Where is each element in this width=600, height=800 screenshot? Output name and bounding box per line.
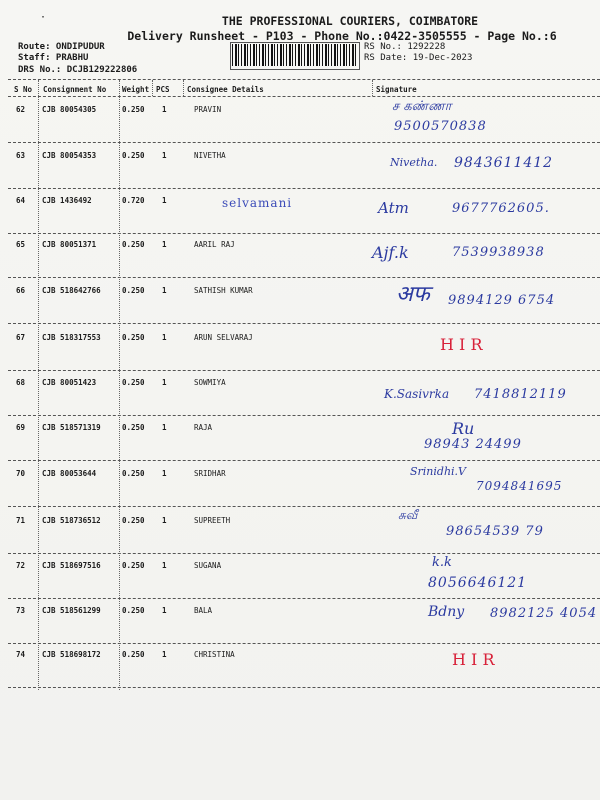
row-signature-phone: 7094841695 (476, 479, 563, 493)
row-pcs: 1 (162, 240, 167, 249)
row-pcs: 1 (162, 196, 167, 205)
runsheet-title: Delivery Runsheet - P103 - Phone No.:0422-3505555 - Page No.:6 (127, 29, 557, 43)
row-weight: 0.250 (122, 423, 145, 432)
row-consignee-name: BALA (194, 606, 213, 615)
row-weight: 0.250 (122, 561, 145, 570)
row-weight: 0.250 (122, 240, 145, 249)
row-signature: Nivetha. (390, 156, 438, 169)
row-consignee-name: NIVETHA (194, 151, 226, 160)
row-divider (8, 233, 600, 234)
col-header-sno: S No (14, 85, 33, 94)
row-signature: अफ (396, 282, 430, 307)
row-consignee-name: SOWMIYA (194, 378, 226, 387)
row-consignee-name: SRIDHAR (194, 469, 226, 478)
row-signature: Ru (452, 419, 475, 438)
row-signature: Srinidhi.V (410, 465, 466, 478)
row-consignment-no: CJB 518642766 (42, 286, 101, 295)
row-sno: 70 (16, 469, 26, 478)
col-header-pcs: PCS (156, 85, 170, 94)
row-pcs: 1 (162, 650, 167, 659)
row-sno: 65 (16, 240, 26, 249)
col-header-consignee: Consignee Details (187, 85, 264, 94)
row-weight: 0.250 (122, 286, 145, 295)
row-divider (8, 460, 600, 461)
row-signature-phone: 9500570838 (394, 119, 487, 134)
col-header-consignment: Consignment No (43, 85, 107, 94)
row-pcs: 1 (162, 378, 167, 387)
row-weight: 0.250 (122, 650, 145, 659)
row-pcs: 1 (162, 286, 167, 295)
row-consignee-name: SUGANA (194, 561, 222, 570)
row-sno: 62 (16, 105, 26, 114)
row-signature-phone: 8056646121 (428, 575, 528, 591)
column-separator (183, 80, 184, 96)
row-pcs: 1 (162, 423, 167, 432)
row-consignment-no: CJB 80051423 (42, 378, 97, 387)
row-signature-phone: 9843611412 (454, 155, 554, 171)
row-divider (8, 142, 600, 143)
row-sno: 74 (16, 650, 26, 659)
row-divider (8, 277, 600, 278)
row-signature-phone: 98943 24499 (424, 437, 522, 452)
row-weight: 0.720 (122, 196, 145, 205)
row-consignee-name: RAJA (194, 423, 213, 432)
row-consignee-name: PRAVIN (194, 105, 222, 114)
row-weight: 0.250 (122, 469, 145, 478)
row-handwritten-consignee: selvamani (222, 196, 293, 210)
row-consignee-name: CHRISTINA (194, 650, 235, 659)
row-sno: 72 (16, 561, 26, 570)
header-rule-bottom (8, 96, 600, 97)
row-signature: Ajf.k (372, 243, 409, 262)
row-signature-phone: 9677762605. (452, 201, 550, 216)
row-signature-phone: 9894129 6754 (448, 293, 556, 308)
row-sno: 71 (16, 516, 26, 525)
row-signature-phone: 7418812119 (474, 387, 567, 402)
row-weight: 0.250 (122, 378, 145, 387)
row-pcs: 1 (162, 151, 167, 160)
row-consignment-no: CJB 80051371 (42, 240, 97, 249)
route-label: Route: ONDIPUDUR (18, 42, 105, 52)
row-signature: H I R (440, 335, 483, 354)
row-pcs: 1 (162, 561, 167, 570)
row-sno: 64 (16, 196, 26, 205)
col-header-signature: Signature (376, 85, 417, 94)
row-sno: 66 (16, 286, 26, 295)
row-consignment-no: CJB 80054305 (42, 105, 97, 114)
drs-label: DRS No.: DCJB129222806 (18, 65, 138, 75)
row-consignment-no: CJB 80054353 (42, 151, 97, 160)
row-consignee-name: SATHISH KUMAR (194, 286, 253, 295)
corner-mark: · (40, 12, 47, 23)
row-divider (8, 370, 600, 371)
row-consignment-no: CJB 1436492 (42, 196, 92, 205)
row-divider (8, 506, 600, 507)
row-divider (8, 188, 600, 189)
row-pcs: 1 (162, 469, 167, 478)
row-signature: Bdny (428, 604, 465, 620)
row-signature: சுவீ (398, 508, 418, 522)
row-weight: 0.250 (122, 151, 145, 160)
row-consignee-name: ARUN SELVARAJ (194, 333, 253, 342)
row-signature-phone: 8982125 4054 (490, 606, 598, 621)
row-sno: 63 (16, 151, 26, 160)
row-signature: ச கண்ணா (392, 99, 452, 114)
row-sno: 67 (16, 333, 26, 342)
row-signature: K.Sasivrka (384, 387, 450, 401)
barcode-image (232, 44, 356, 66)
row-consignee-name: AARIL RAJ (194, 240, 235, 249)
row-consignment-no: CJB 518571319 (42, 423, 101, 432)
row-consignment-no: CJB 518697516 (42, 561, 101, 570)
row-signature: Atm (378, 199, 409, 217)
row-divider (8, 687, 600, 688)
row-divider (8, 598, 600, 599)
row-divider (8, 415, 600, 416)
col-header-weight: Weight (122, 85, 150, 94)
row-consignment-no: CJB 80053644 (42, 469, 97, 478)
row-consignee-name: SUPREETH (194, 516, 231, 525)
column-separator (372, 80, 373, 96)
header-rule-top (8, 79, 600, 80)
row-pcs: 1 (162, 606, 167, 615)
row-signature: H I R (452, 650, 495, 669)
row-signature: k.k (432, 555, 452, 570)
column-separator (152, 80, 153, 96)
rs-date: RS Date: 19-Dec-2023 (364, 53, 473, 63)
row-consignment-no: CJB 518736512 (42, 516, 101, 525)
company-title: THE PROFESSIONAL COURIERS, COIMBATORE (221, 14, 479, 28)
staff-label: Staff: PRABHU (18, 53, 89, 63)
row-signature-phone: 7539938938 (452, 245, 545, 260)
row-divider (8, 553, 600, 554)
row-signature-phone: 98654539 79 (446, 524, 544, 539)
row-consignment-no: CJB 518698172 (42, 650, 101, 659)
row-pcs: 1 (162, 333, 167, 342)
row-weight: 0.250 (122, 516, 145, 525)
row-sno: 73 (16, 606, 26, 615)
row-consignment-no: CJB 518317553 (42, 333, 101, 342)
row-weight: 0.250 (122, 606, 145, 615)
row-divider (8, 643, 600, 644)
row-weight: 0.250 (122, 105, 145, 114)
row-pcs: 1 (162, 516, 167, 525)
rs-number: RS No.: 1292228 (364, 42, 446, 52)
row-consignment-no: CJB 518561299 (42, 606, 101, 615)
row-weight: 0.250 (122, 333, 145, 342)
row-sno: 69 (16, 423, 26, 432)
row-sno: 68 (16, 378, 26, 387)
row-pcs: 1 (162, 105, 167, 114)
row-divider (8, 323, 600, 324)
